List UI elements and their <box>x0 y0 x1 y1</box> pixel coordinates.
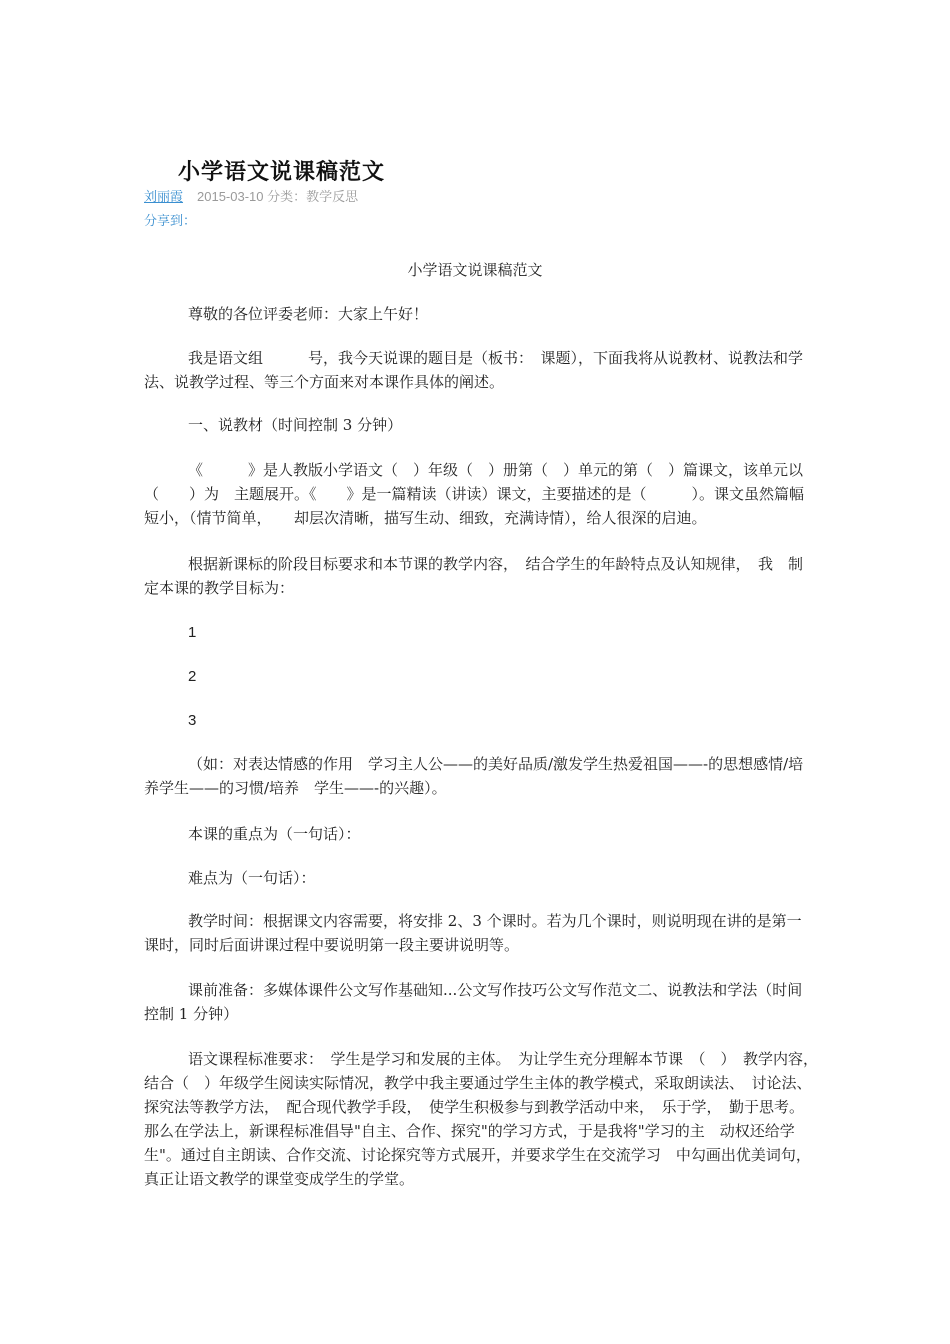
share-label[interactable]: 分享到： <box>144 213 197 228</box>
paragraph-greeting: 尊敬的各位评委老师：大家上午好！ <box>188 305 429 323</box>
goal-number: 3 <box>188 712 197 729</box>
paragraph-methods: 语文课程标准要求： 学生是学习和发展的主体。 为让学生充分理解本节课 （ ） 教学内容， 结合（ ）年级学生阅读实际情况，教学中我主要通过学生主体的教学模式，采取朗读法、 讨论法、 探究法等教学方法， 配合现代教学手段， 使学生积极参与到教学活动中来， 乐于学， 勤于思考。那么在学法上，新课程标准倡导"自主、合作、探究"的学习方式，于是我将"学习的主 动权还给学生"。通过自主朗读、合作交流、讨论探究等方式展开，并要求学生在交流学习 中勾画出优美词句，真正让语文教学的课堂变成学生的学堂。 <box>144 1050 826 1188</box>
document-subtitle: 小学语文说课稿范文 <box>407 261 543 279</box>
article-meta <box>144 186 358 205</box>
paragraph-intro: 我是语文组 号，我今天说课的题目是（板书： 课题），下面我将从说教材、说教法和学法、说教学过程、等三个方面来对本课作具体的阐述。 <box>144 349 804 391</box>
goal-number: 1 <box>188 624 197 641</box>
paragraph-teaching-time: 教学时间：根据课文内容需要，将安排 2、3 个课时。若为几个课时，则说明现在讲的是第一课时，同时后面讲课过程中要说明第一段主要讲说明等。 <box>144 912 802 954</box>
author-link[interactable]: 刘丽霞 <box>144 189 184 204</box>
paragraph-difficulty: 难点为（一句话）： <box>188 869 316 887</box>
date-category: 2015-03-10 分类：教学反思 <box>197 189 359 204</box>
paragraph-textbook: 《 》是人教版小学语文（ ）年级（ ）册第（ ）单元的第（ ）篇课文，该单元以（ ）为 主题展开。《 》是一篇精读（讲读）课文，主要描述的是（ ）。课文虽然篇幅短小，（情节简单， 却层次清晰，描写生动、细致，充满诗情），给人很深的启迪。 <box>144 461 805 527</box>
goal-number: 2 <box>188 668 197 685</box>
paragraph-goals-intro: 根据新课标的阶段目标要求和本节课的教学内容， 结合学生的年龄特点及认知规律， 我 制定本课的教学目标为： <box>144 555 804 597</box>
paragraph-preparation: 课前准备：多媒体课件公文写作基础知...公文写作技巧公文写作范文二、说教法和学法（时间控制 1 分钟） <box>144 981 803 1023</box>
article-title: 小学语文说课稿范文 <box>178 159 386 185</box>
section-heading-textbook: 一、说教材（时间控制 3 分钟） <box>188 416 403 434</box>
paragraph-key-point: 本课的重点为（一句话）： <box>188 825 361 843</box>
paragraph-goals-example: （如：对表达情感的作用 学习主人公——的美好品质/激发学生热爱祖国——-的思想感情/培养学生——的习惯/培养 学生——-的兴趣）。 <box>144 755 804 797</box>
